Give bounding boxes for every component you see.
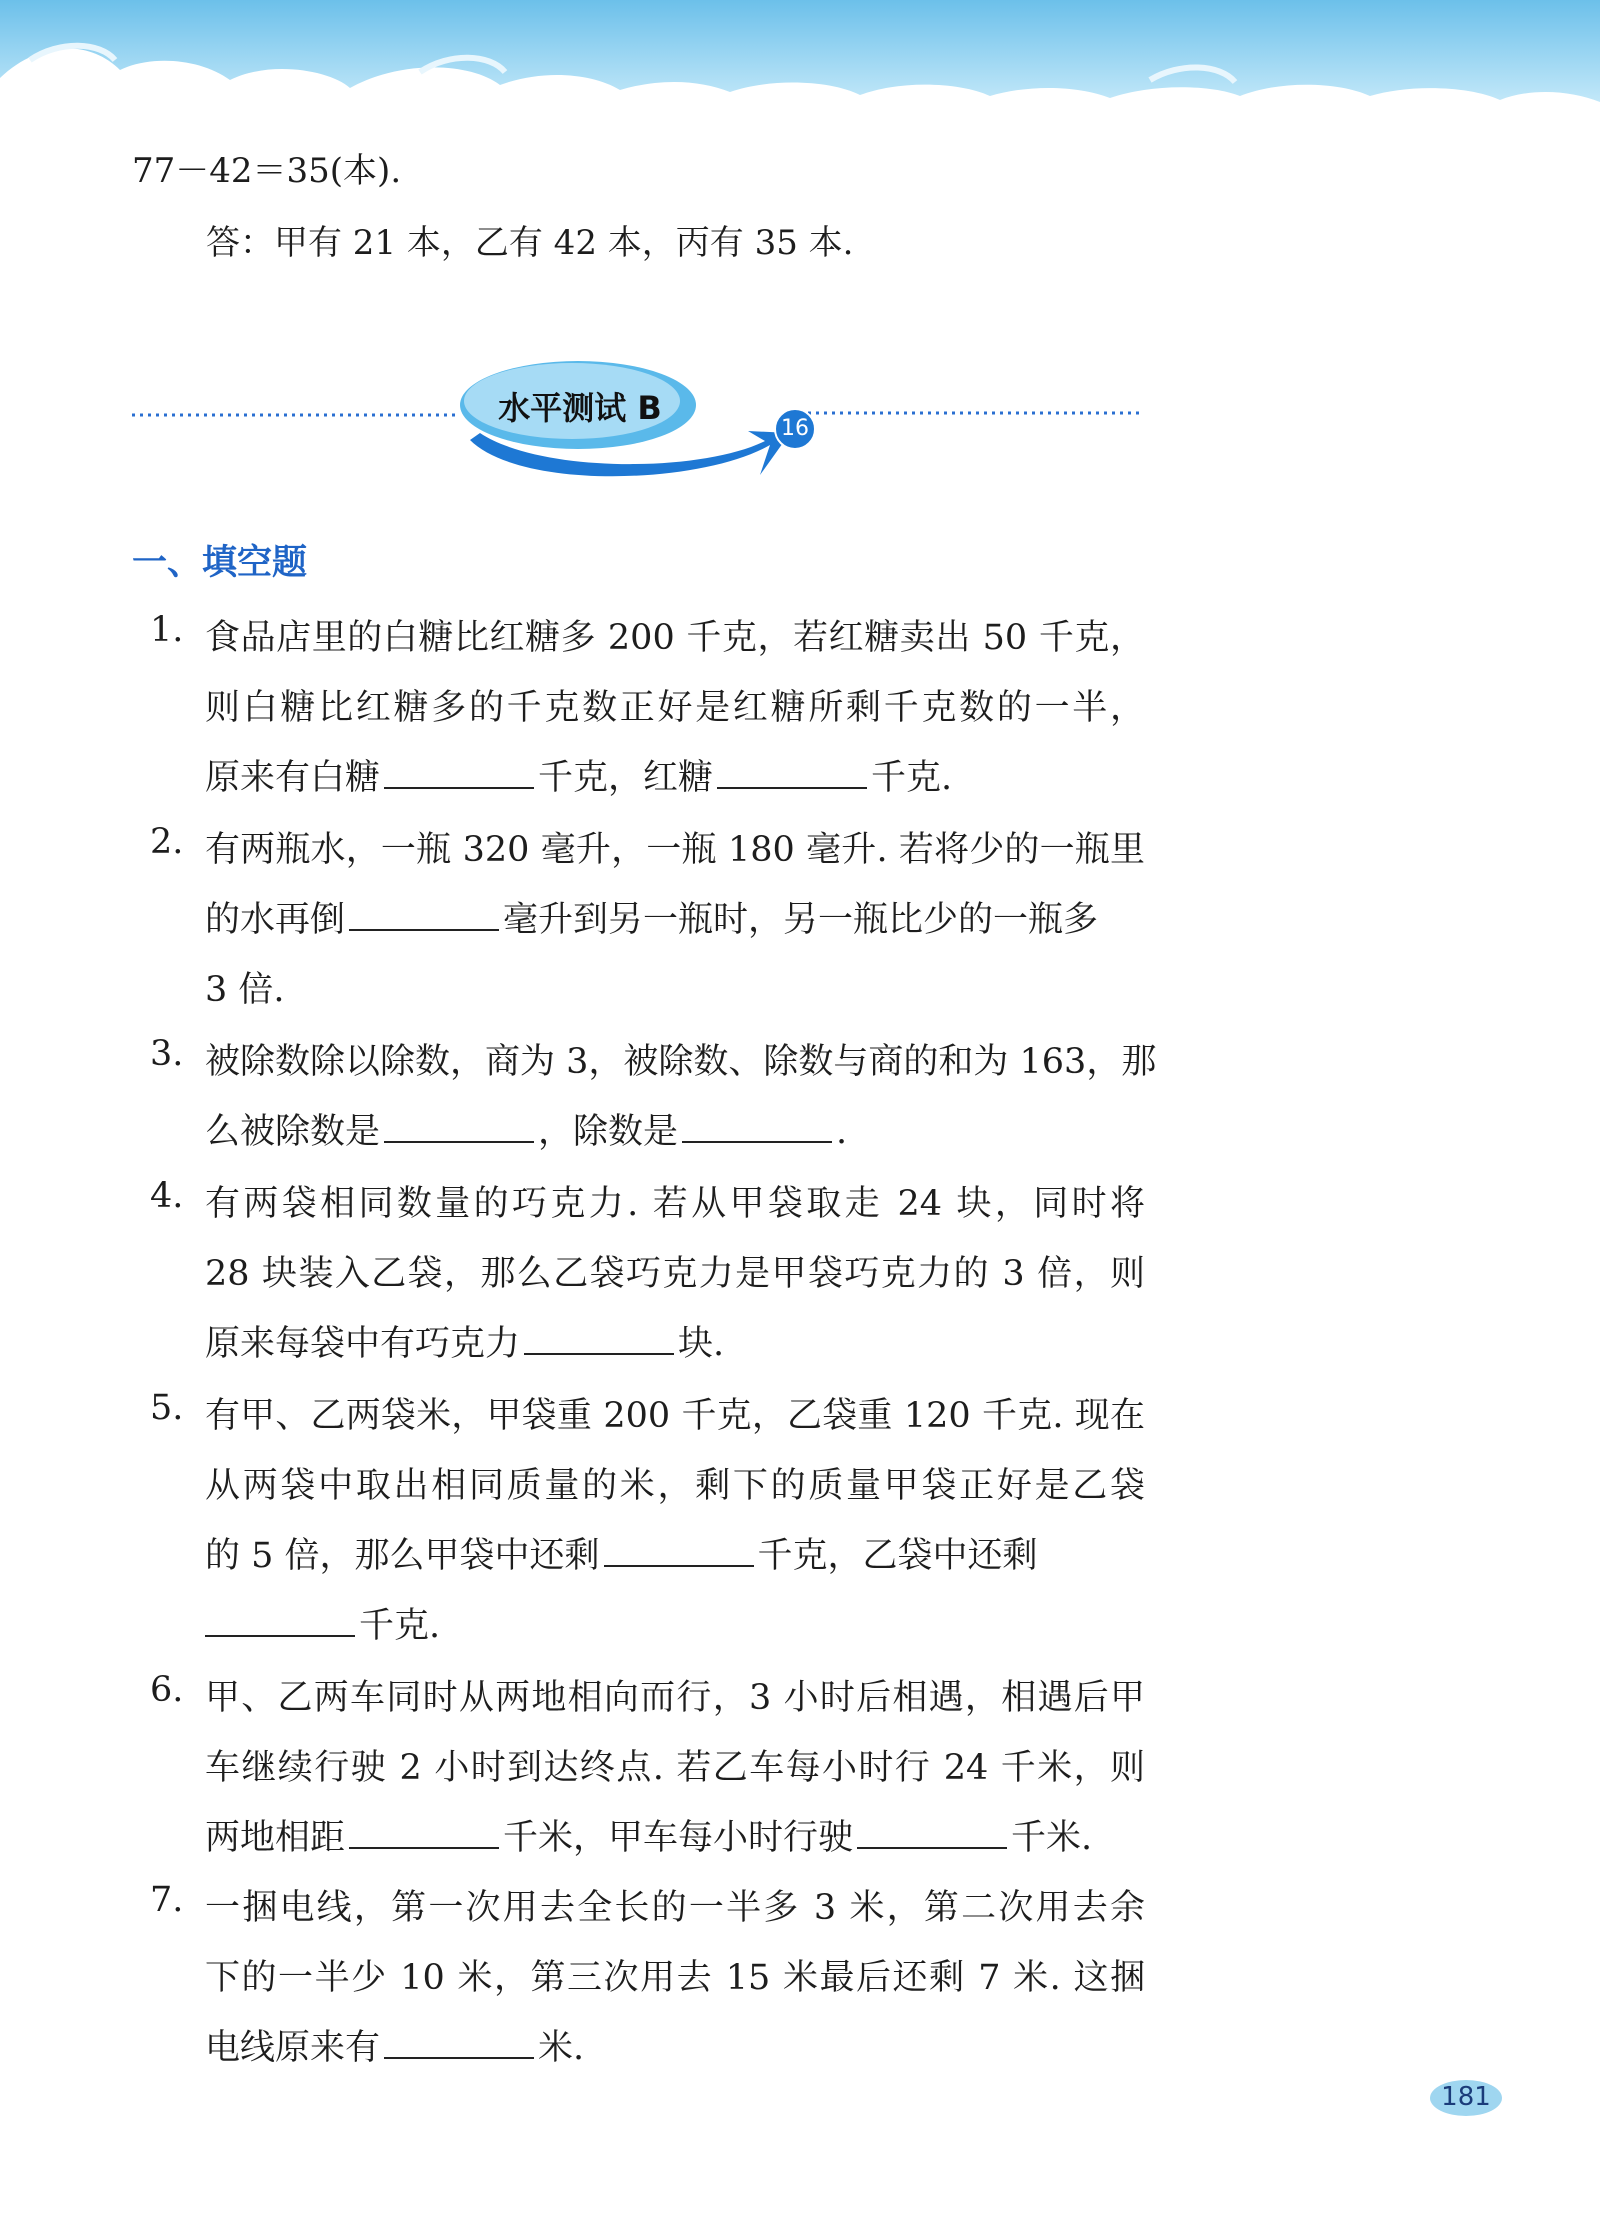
answer-blank[interactable]: [384, 754, 534, 789]
question-line: 食品店里的白糖比红糖多 200 千克，若红糖卖出 50 千克，: [205, 618, 1145, 658]
answer-blank[interactable]: [682, 1108, 832, 1143]
previous-solution-line: 77－42＝35(本).: [132, 151, 402, 191]
question-number: 5.: [150, 1388, 184, 1428]
question-text: 千克.: [871, 758, 953, 798]
section-number: 16: [781, 416, 809, 441]
question-number: 2.: [150, 822, 184, 862]
question-text: 千米.: [1011, 1818, 1093, 1858]
question-line: 甲、乙两车同时从两地相向而行，3 小时后相遇，相遇后甲: [205, 1678, 1145, 1718]
previous-answer: 答：甲有 21 本，乙有 42 本，丙有 35 本.: [206, 223, 854, 263]
header-sky-banner: [0, 0, 1600, 140]
question-text: 两地相距: [205, 1818, 346, 1858]
question-text: 千克.: [359, 1606, 441, 1646]
question-text: 千克，乙袋中还剩: [757, 1536, 1038, 1576]
part-heading: 一、填空题: [132, 543, 308, 583]
answer-blank[interactable]: [349, 1814, 499, 1849]
answer-blank[interactable]: [857, 1814, 1007, 1849]
answer-blank[interactable]: [205, 1602, 355, 1637]
question-text: ，除数是: [538, 1112, 679, 1152]
question-line: 下的一半少 10 米，第三次用去 15 米最后还剩 7 米. 这捆: [205, 1958, 1145, 1998]
question-number: 6.: [150, 1670, 184, 1710]
question-line: 则白糖比红糖多的千克数正好是红糖所剩千克数的一半，: [205, 688, 1145, 728]
question-text: 原来有白糖: [205, 758, 381, 798]
answer-blank[interactable]: [349, 896, 499, 931]
question-line: 有甲、乙两袋米，甲袋重 200 千克，乙袋重 120 千克. 现在: [205, 1396, 1145, 1436]
answer-blank[interactable]: [604, 1532, 754, 1567]
question-text: 么被除数是: [205, 1112, 381, 1152]
question-text: 块.: [678, 1324, 725, 1364]
question-text: 电线原来有: [205, 2028, 381, 2068]
question-text: 米.: [538, 2028, 585, 2068]
answer-blank[interactable]: [384, 1108, 534, 1143]
question-text: 千克，红糖: [538, 758, 714, 798]
question-text: 的水再倒: [205, 900, 346, 940]
question-number: 1.: [150, 610, 184, 650]
question-text: 的 5 倍，那么甲袋中还剩: [205, 1536, 600, 1576]
question-line: 有两瓶水，一瓶 320 毫升，一瓶 180 毫升. 若将少的一瓶里: [205, 830, 1145, 870]
answer-blank[interactable]: [384, 2024, 534, 2059]
question-text: .: [836, 1112, 848, 1152]
question-line: 被除数除以除数，商为 3，被除数、除数与商的和为 163，那: [205, 1042, 1157, 1082]
question-text: 毫升到另一瓶时，另一瓶比少的一瓶多: [503, 900, 1099, 940]
question-text: 原来每袋中有巧克力: [205, 1324, 521, 1364]
question-number: 3.: [150, 1034, 184, 1074]
question-number: 4.: [150, 1176, 184, 1216]
page-number: 181: [1441, 2082, 1491, 2112]
question-line: 有两袋相同数量的巧克力. 若从甲袋取走 24 块，同时将: [205, 1184, 1145, 1224]
question-line: 3 倍.: [205, 970, 285, 1010]
answer-blank[interactable]: [524, 1320, 674, 1355]
question-text: 千米，甲车每小时行驶: [503, 1818, 854, 1858]
question-line: 28 块装入乙袋，那么乙袋巧克力是甲袋巧克力的 3 倍，则: [205, 1254, 1145, 1294]
question-number: 7.: [150, 1880, 184, 1920]
question-line: 车继续行驶 2 小时到达终点. 若乙车每小时行 24 千米，则: [205, 1748, 1145, 1788]
question-line: 从两袋中取出相同质量的米，剩下的质量甲袋正好是乙袋: [205, 1466, 1145, 1506]
question-line: 一捆电线，第一次用去全长的一半多 3 米，第二次用去余: [205, 1888, 1145, 1928]
answer-blank[interactable]: [717, 754, 867, 789]
section-title: 水平测试 B: [498, 389, 662, 427]
